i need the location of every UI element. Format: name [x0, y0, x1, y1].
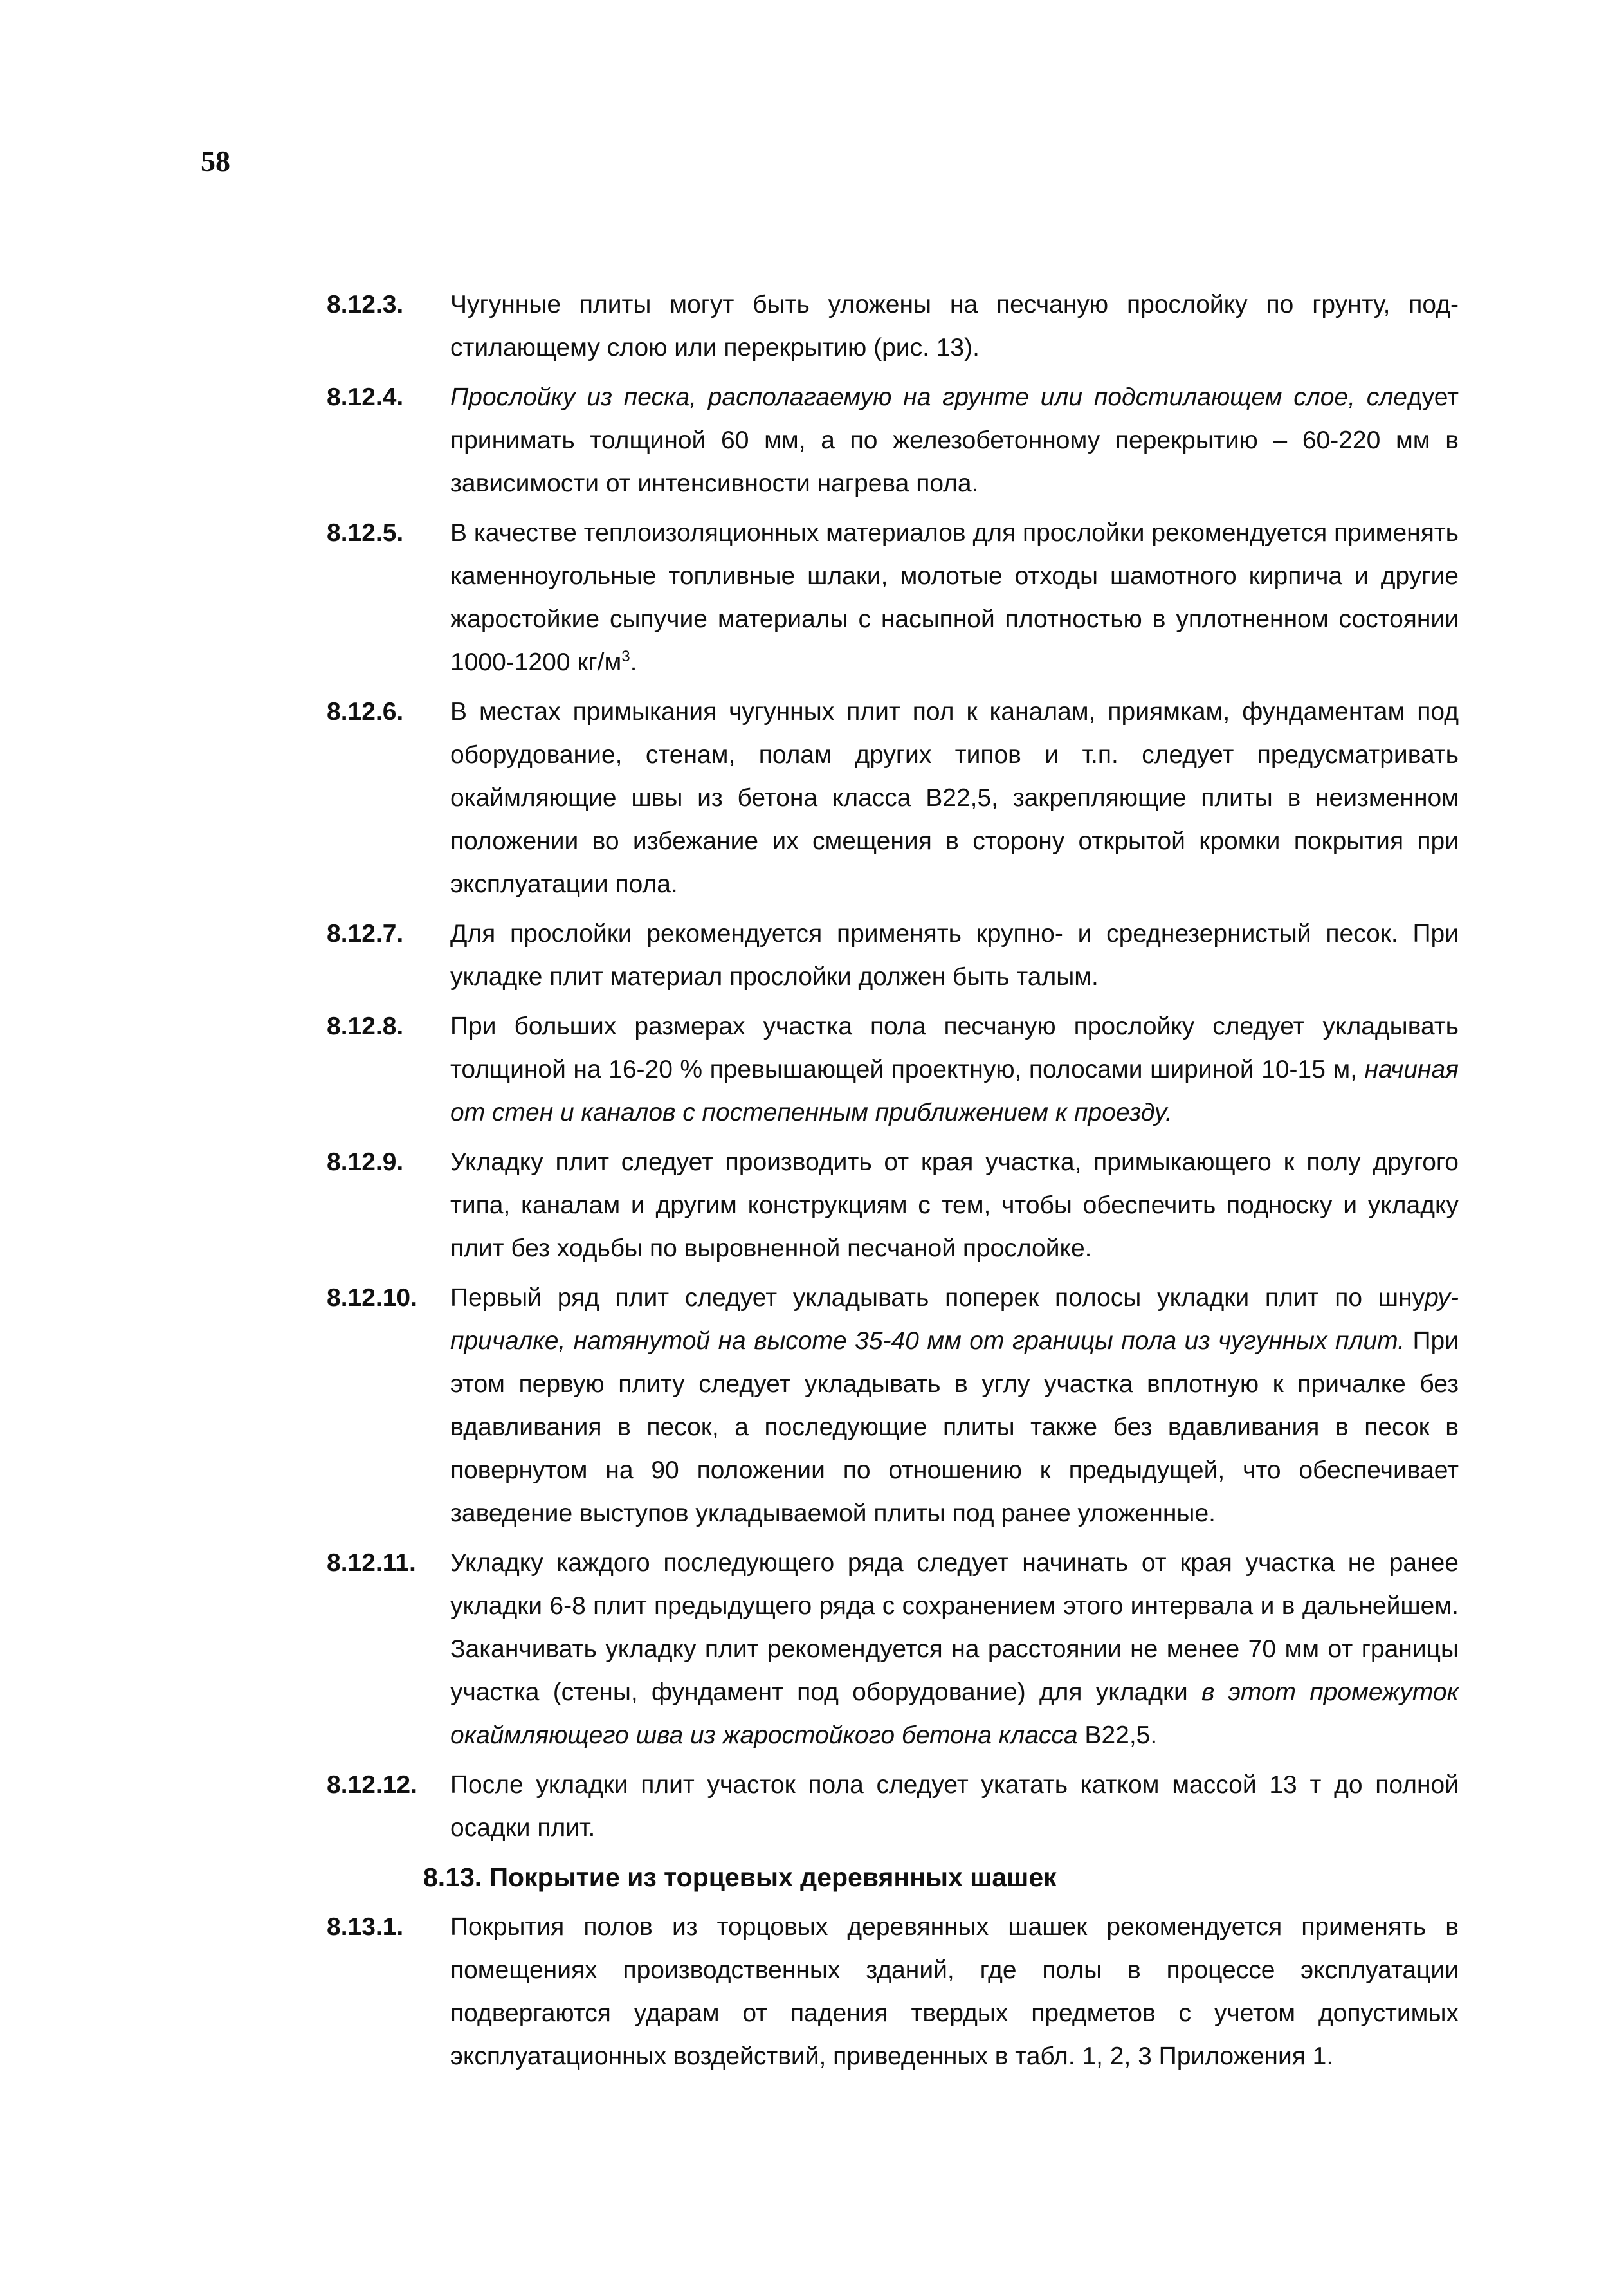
clause-number: 8.12.8. — [327, 1013, 404, 1040]
clause-text-italic: Прослойку из песка, располагаемую на грунте или подстилающем слое, сле — [450, 383, 1407, 411]
clause-number: 8.12.6. — [327, 698, 404, 726]
clause-8-12-9 — [327, 1141, 1459, 1270]
clause-text — [450, 511, 1459, 684]
clause-text: После укладки плит участок пола следует укатать катком массой 13 т до полной осадки плит. — [450, 1771, 1459, 1842]
document-body — [327, 283, 1459, 2084]
clause-text-italic: ру-причалке, натянутой на высоте 35-40 мм от границы пола из чугунных плит. — [450, 1284, 1459, 1355]
clause-text-main: Укладку каждого последующего ряда следует начинать от края участка не ранее укладки 6-8 плит предыдущего ряда с сохранением этого интервала и в дальнейшем. Заканчивать укладку плит рекомендуется на расстоянии не менее 70 мм от границы участка (стены, фундамент под оборудование) для укладки — [450, 1549, 1459, 1706]
clause-text: В местах примыкания чугунных плит пол к каналам, приямкам, фундаментам под оборудование, стенам, полам других типов и т.п. следует предусматривать окаймляющие швы из бетона класса В22,5, закрепляющие плиты в неизменном положении во избежание их смещения в сторону открытой кромки покрытия при эксплуатации пола. — [450, 698, 1459, 898]
clause-text — [450, 376, 1459, 505]
clause-number: 8.12.7. — [327, 920, 404, 948]
clause-text: Для прослойки рекомендуется применять крупно- и среднезернистый песок. При укладке плит материал прослойки должен быть талым. — [450, 920, 1459, 991]
clause-text-end: . — [630, 648, 637, 676]
clause-text — [450, 1276, 1459, 1535]
clause-8-12-5 — [327, 511, 1459, 684]
clause-8-12-6 — [327, 690, 1459, 906]
clause-number: 8.12.11. — [327, 1549, 416, 1577]
clause-text-rest: дует принимать толщиной 60 мм, а по железобетонному перекрытию – 60-220 мм в зависимости от интенсивности нагрева пола. — [450, 383, 1459, 497]
page-number: 58 — [201, 145, 230, 178]
clause-text-italic: в этот промежуток окаймляющего шва из жаростойкого бетона класса — [450, 1678, 1459, 1749]
clause-text-end: При этом первую плиту следует укладывать в углу участка вплотную к причалке без вдавливания в песок, а последующие плиты также без вдавливания в песок в повернутом на 90 положении по отношению к предыдущей, что обеспечивает заведение выступов укладываемой плиты под ранее уложенные. — [450, 1327, 1459, 1527]
clause-8-12-8 — [327, 1005, 1459, 1134]
clause-text-end: В22,5. — [1077, 1721, 1158, 1749]
clause-number: 8.12.5. — [327, 519, 404, 547]
clause-8-13-1 — [327, 1905, 1459, 2078]
clause-number: 8.12.12. — [327, 1771, 417, 1799]
clause-text: Укладку плит следует производить от края участка, примыкающего к полу другого типа, каналам и другим конструкциям с тем, чтобы обеспечить подноску и укладку плит без ходьбы по выровненной песчаной прослойке. — [450, 1148, 1459, 1262]
clause-text-main: Первый ряд плит следует укладывать поперек полосы укладки плит по шну — [450, 1284, 1425, 1312]
superscript-exponent: 3 — [621, 648, 630, 665]
clause-text — [450, 1005, 1459, 1134]
clause-text: Чугунные плиты могут быть уложены на песчаную прослойку по грунту, подстилающему слою или перекрытию (рис. 13). — [450, 291, 1459, 362]
section-heading: 8.13. Покрытие из торцевых деревянных шашек — [423, 1862, 1057, 1892]
clause-number: 8.12.9. — [327, 1148, 404, 1176]
clause-8-12-4 — [327, 376, 1459, 505]
clause-8-12-10 — [327, 1276, 1459, 1535]
clause-number: 8.12.10. — [327, 1284, 417, 1312]
clause-number: 8.12.3. — [327, 291, 404, 318]
clause-text-main: В качестве теплоизоляционных материалов для прослойки рекомендуется применять каменноугольные топливные шлаки, молотые отходы шамотного кирпича и другие жаростойкие сыпучие материалы с насыпной плотностью в уплотненном состоянии 1000-1200 кг/м — [450, 519, 1459, 676]
clause-text: Покрытия полов из торцовых деревянных шашек рекомендуется применять в помещениях производственных зданий, где полы в процессе эксплуатации подвергаются ударам от падения твердых предметов с учетом допустимых эксплуатационных воздействий, приведенных в табл. 1, 2, 3 Приложения 1. — [450, 1913, 1459, 2070]
clause-text — [450, 1541, 1459, 1757]
clause-number: 8.12.4. — [327, 383, 404, 411]
clause-text-main: При больших размерах участка пола песчаную прослойку следует укладывать толщиной на 16-20 % превышающей проектную, полосами шириной 10-15 м, — [450, 1013, 1459, 1083]
clause-8-12-3 — [327, 283, 1459, 369]
clause-8-12-11 — [327, 1541, 1459, 1757]
clause-8-12-12 — [327, 1763, 1459, 1849]
clause-number: 8.13.1. — [327, 1913, 404, 1941]
clause-text-italic: начиная от стен и каналов с постепенным приближением к проезду. — [450, 1056, 1459, 1126]
clause-8-12-7 — [327, 912, 1459, 998]
